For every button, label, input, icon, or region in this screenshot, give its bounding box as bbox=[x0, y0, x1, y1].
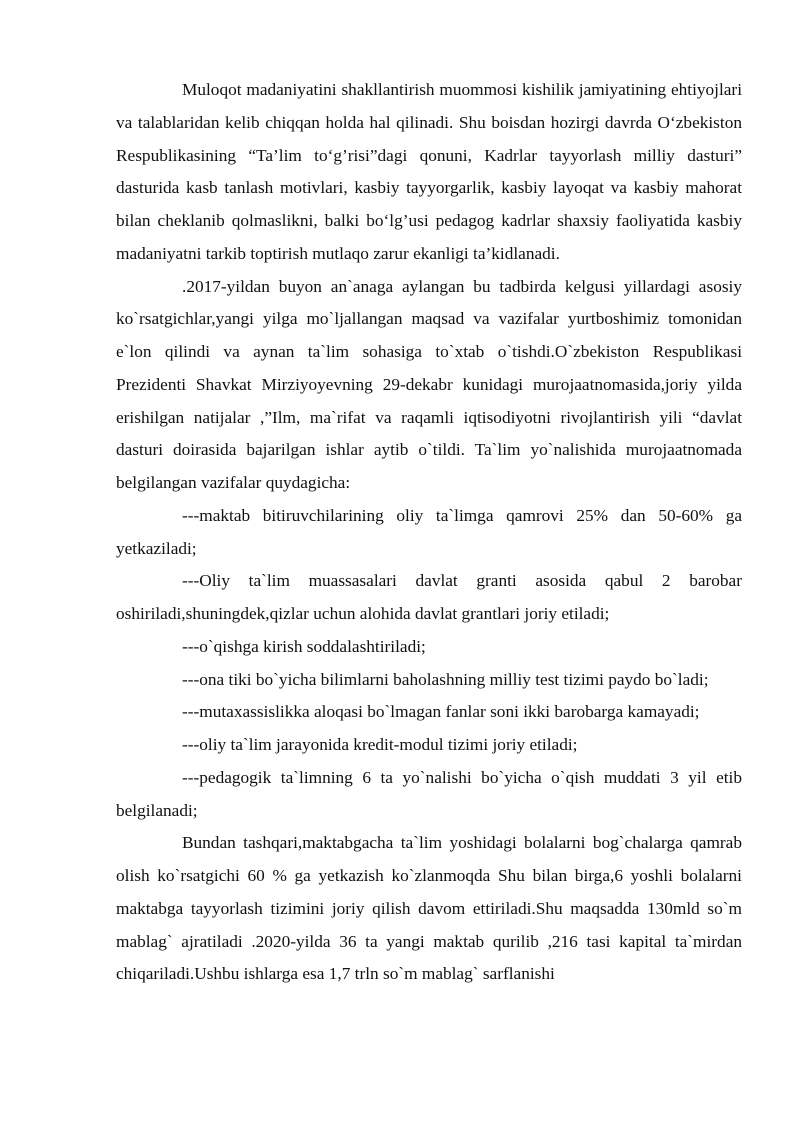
list-item-pedagogy-duration: ---pedagogik ta`limning 6 ta yo`nalishi bo`yicha o`qish muddati 3 yil etib belgilanadi; bbox=[116, 767, 742, 820]
paragraph-closing: Bundan tashqari,maktabgacha ta`lim yoshidagi bolalarni bog`chalarga qamrab olish ko`rsatgichi 60 % ga yetkazish ko`zlanmoqda Shu bilan birga,6 yoshli bolalarni maktabga tayyorlash tizimini joriy qilish davom ettiriladi.Shu maqsadda 130mld so`m mablag` ajratiladi .2020-yilda 36 ta yangi maktab qurilib ,216 tasi kapital ta`mirdan chiqariladi.Ushbu ishlarga esa 1,7 trln so`m mablag` sarflanishi bbox=[116, 833, 742, 984]
list-item-subjects: ---mutaxassislikka aloqasi bo`lmagan fanlar soni ikki barobarga kamayadi; bbox=[182, 702, 700, 722]
list-item-test-system: ---ona tiki bo`yicha bilimlarni baholashning milliy test tizimi paydo bo`ladi; bbox=[182, 669, 709, 689]
paragraph-address: .2017-yildan buyon an`anaga aylangan bu tadbirda kelgusi yillardagi asosiy ko`rsatgichlar,yangi yilga mo`ljallangan maqsad va vazifalar yurtboshimiz tomonidan e`lon qilindi va aynan ta`lim sohasiga to`xtab o`tishdi.O`zbekiston Respublikasi Prezidenti Shavkat Mirziyoyevning 29-dekabr kunidagi murojaatnomasida,joriy yilda erishilgan natijalar ,”Ilm, ma`rifat va raqamli iqtisodiyotni rivojlantirish yili “davlat dasturi doirasida bajarilgan ishlar aytib o`tildi. Ta`lim yo`nalishida murojaatnomada belgilangan vazifalar quydagicha: bbox=[116, 276, 742, 492]
list-item-grants: ---Oliy ta`lim muassasalari davlat granti asosida qabul 2 barobar oshiriladi,shuningdek,qizlar uchun alohida davlat grantlari joriy etiladi; bbox=[116, 571, 742, 623]
list-item-admission: ---o`qishga kirish soddalashtiriladi; bbox=[182, 636, 426, 656]
list-item-credit-module: ---oliy ta`lim jarayonida kredit-modul tizimi joriy etiladi; bbox=[182, 735, 578, 754]
document-page bbox=[116, 74, 742, 991]
list-item-graduates: ---maktab bitiruvchilarining oliy ta`limga qamrovi 25% dan 50-60% ga yetkaziladi; bbox=[116, 505, 742, 558]
paragraph-intro: Muloqot madaniyatini shakllantirish muommosi kishilik jamiyatining ehtiyojlari va talablaridan kelib chiqqan holda hal qilinadi. Shu boisdan hozirgi davrda O‘zbekiston Respublikasining “Ta’lim to‘g’risi”dagi qonuni, Kadrlar tayyorlash milliy dasturi” dasturida kasb tanlash motivlari, kasbiy tayyorgarlik, kasbiy layoqat va kasbiy mahorat bilan cheklanib qolmaslikni, balki bo‘lg’usi pedagog kadrlar shaxsiy faoliyatida kasbiy madaniyatni tarkib toptirish mutlaqo zarur ekanligi ta’kidlanadi. bbox=[116, 80, 742, 263]
